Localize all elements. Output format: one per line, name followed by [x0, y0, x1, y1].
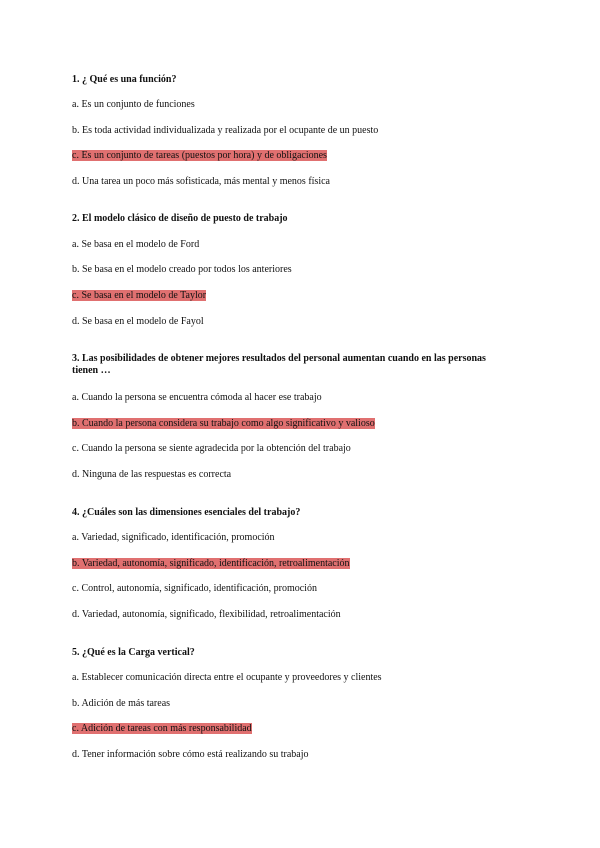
question-1-option-b: b. Es toda actividad individualizada y realizada por el ocupante de un puesto — [72, 125, 379, 136]
question-3-option-a: a. Cuando la persona se encuentra cómoda al hacer ese trabajo — [72, 392, 322, 403]
question-2-option-a: a. Se basa en el modelo de Ford — [72, 239, 200, 250]
question-3-title: 3. Las posibilidades de obtener mejores resultados del personal aumentan cuando en las personas tienen … — [72, 353, 486, 376]
question-4-option-c: c. Control, autonomía, significado, identificación, promoción — [72, 583, 317, 594]
question-1-option-a: a. Es un conjunto de funciones — [72, 99, 195, 110]
question-5-option-b: b. Adición de más tareas — [72, 698, 171, 709]
question-1-option-c-correct: c. Es un conjunto de tareas (puestos por hora) y de obligaciones — [72, 150, 327, 161]
question-5-title: 5. ¿Qué es la Carga vertical? — [72, 647, 195, 658]
question-2-title: 2. El modelo clásico de diseño de puesto de trabajo — [72, 213, 288, 224]
question-3-option-b-correct: b. Cuando la persona considera su trabajo como algo significativo y valioso — [72, 418, 375, 429]
question-1-title: 1. ¿ Qué es una función? — [72, 74, 177, 85]
question-3-option-d: d. Ninguna de las respuestas es correcta — [72, 469, 232, 480]
question-5-option-c-correct: c. Adición de tareas con más responsabilidad — [72, 723, 252, 734]
question-2-option-d: d. Se basa en el modelo de Fayol — [72, 316, 204, 327]
question-2-option-c-correct: c. Se basa en el modelo de Taylor — [72, 290, 207, 301]
question-5-option-d: d. Tener información sobre cómo está realizando su trabajo — [72, 749, 309, 760]
question-4-option-a: a. Variedad, significado, identificación, promoción — [72, 532, 275, 543]
question-3-option-c: c. Cuando la persona se siente agradecida por la obtención del trabajo — [72, 443, 351, 454]
question-4-option-d: d. Variedad, autonomía, significado, flexibilidad, retroalimentación — [72, 609, 341, 620]
question-4-title: 4. ¿Cuáles son las dimensiones esenciales del trabajo? — [72, 507, 301, 518]
question-5-option-a: a. Establecer comunicación directa entre el ocupante y proveedores y clientes — [72, 672, 382, 683]
question-4-option-b-correct: b. Variedad, autonomía, significado, identificación, retroalimentación — [72, 558, 350, 569]
question-2-option-b: b. Se basa en el modelo creado por todos los anteriores — [72, 264, 292, 275]
question-1-option-d: d. Una tarea un poco más sofisticada, más mental y menos física — [72, 176, 330, 187]
